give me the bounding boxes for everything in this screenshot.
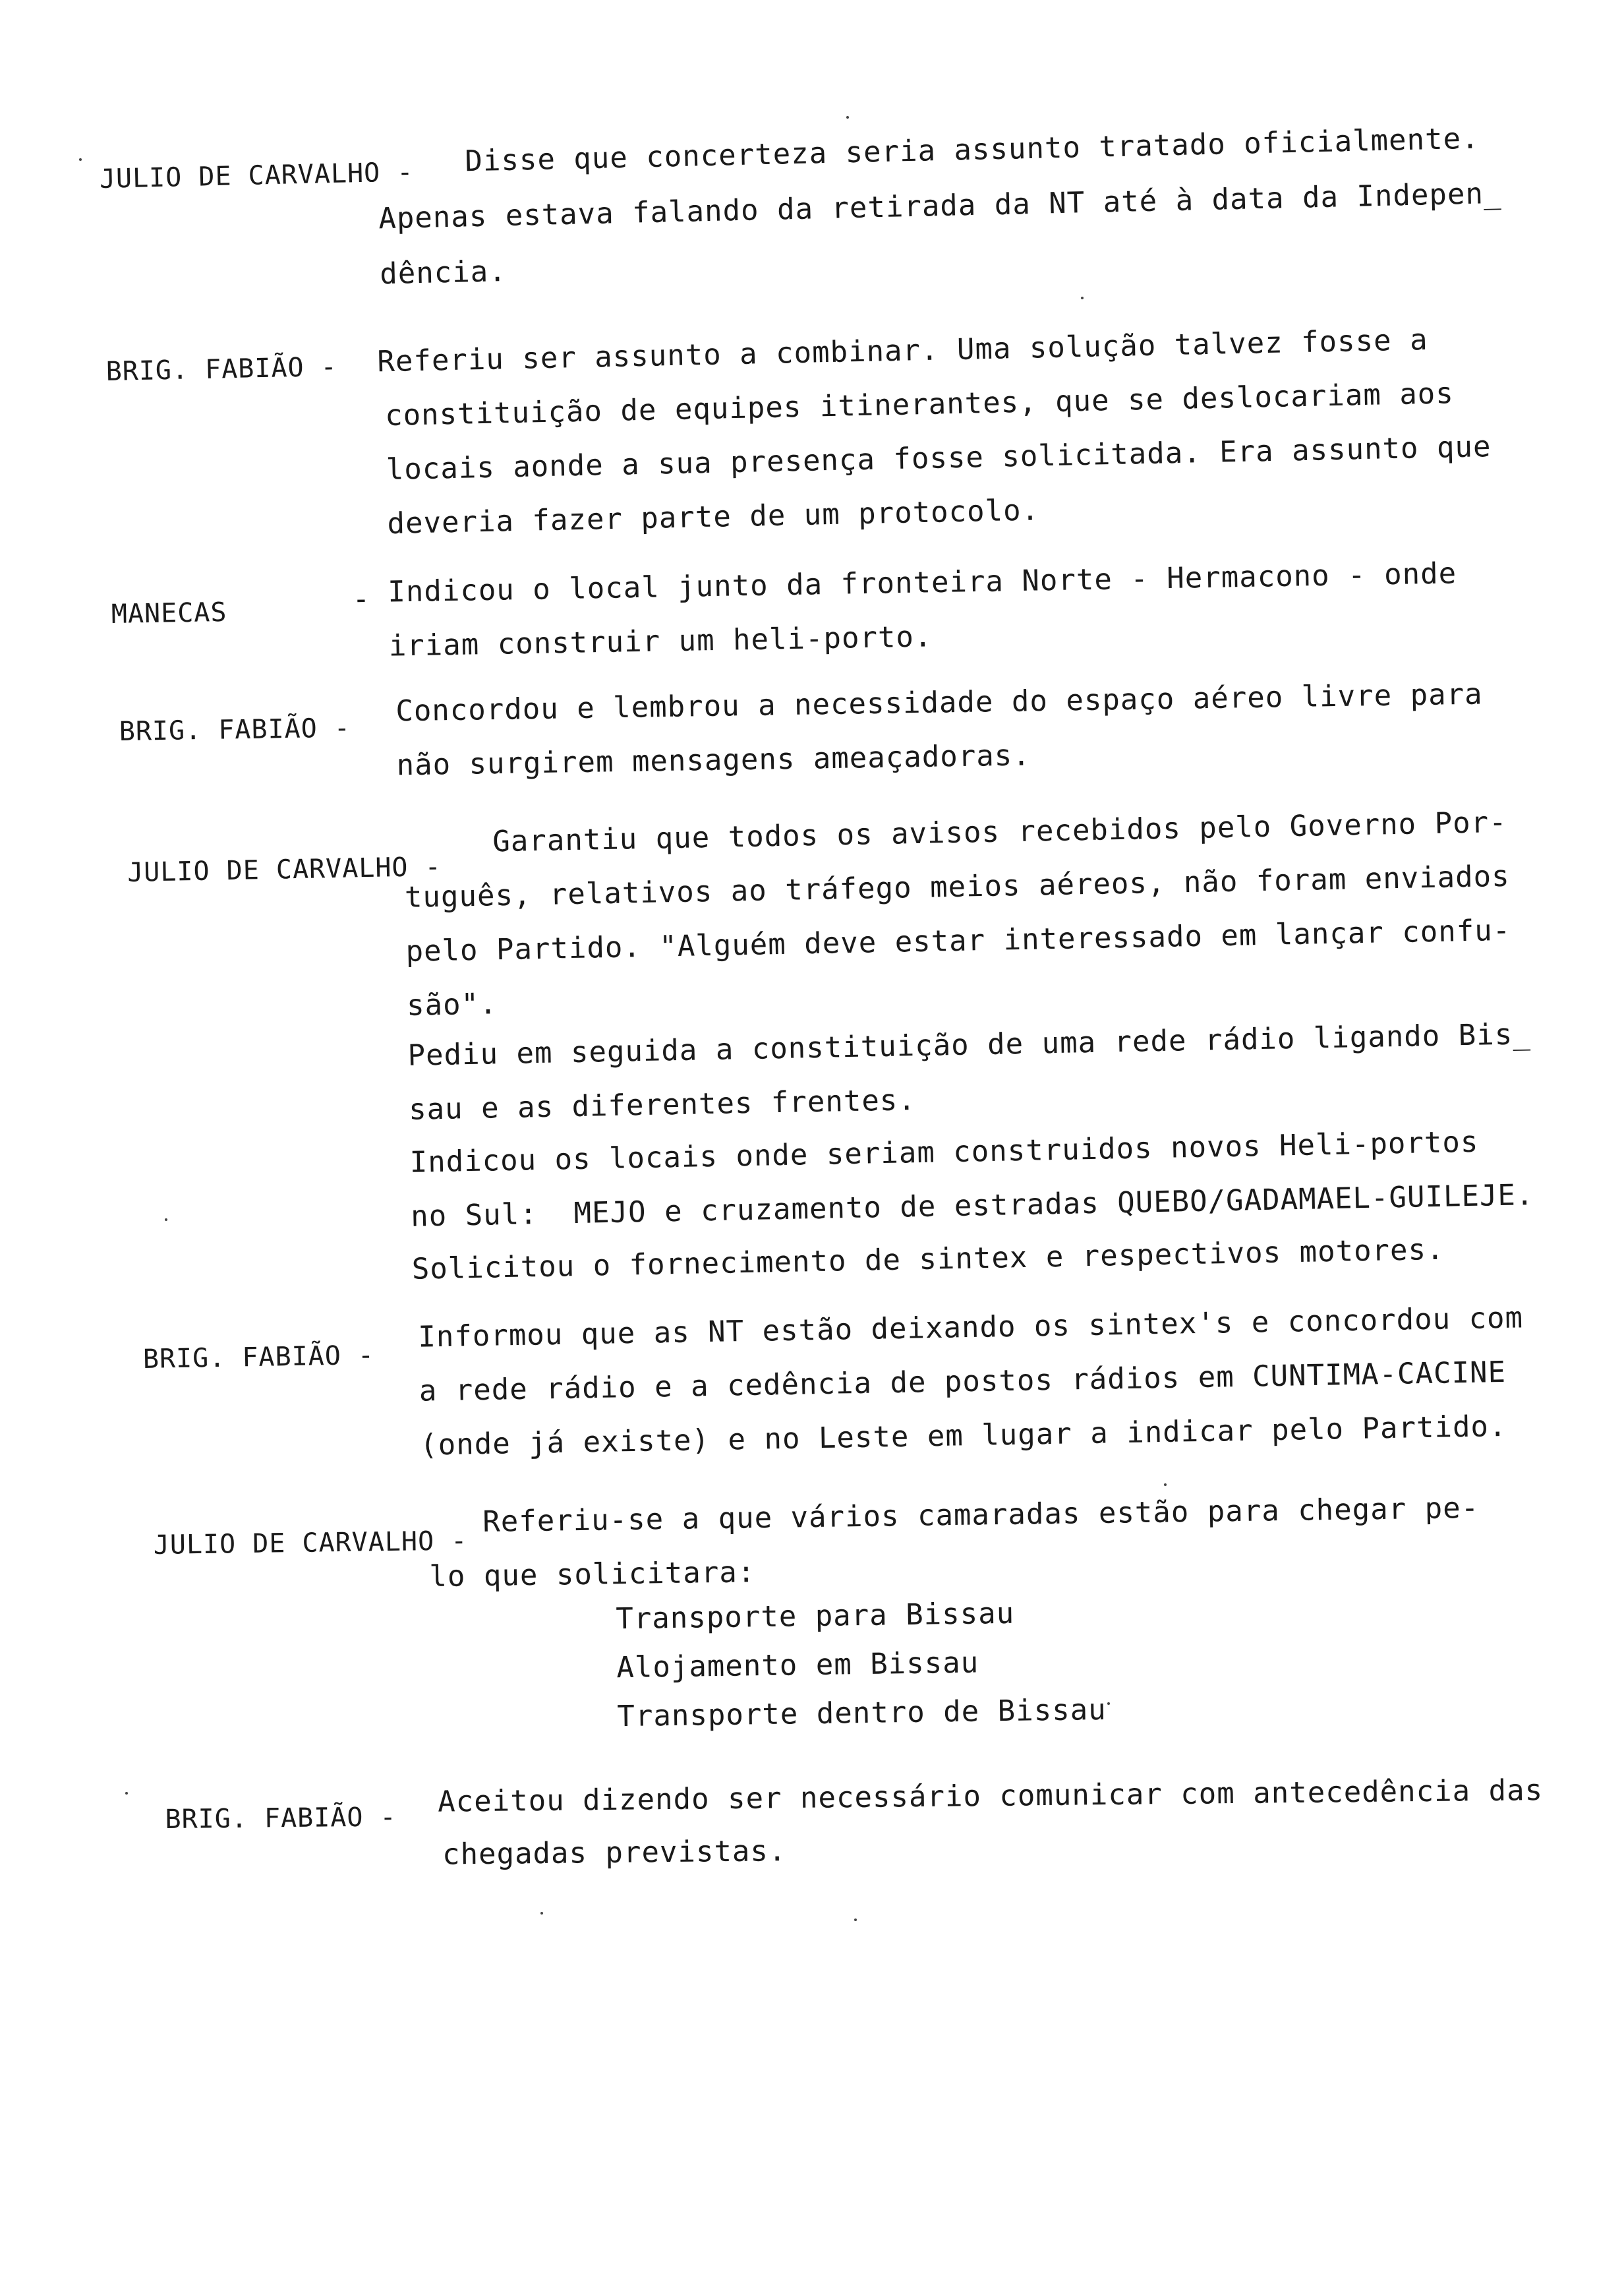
list-item: Transporte dentro de Bissau xyxy=(617,1692,1107,1734)
scan-speck xyxy=(79,158,82,161)
scan-speck xyxy=(1164,1483,1167,1486)
statement-line: chegadas previstas. xyxy=(442,1834,787,1872)
statement-line: dência. xyxy=(379,254,508,291)
statement-line: Referiu-se a que vários camaradas estão para chegar pe- xyxy=(482,1491,1480,1539)
scan-speck xyxy=(125,1792,128,1795)
statement-line: a rede rádio e a cedência de postos rádios em CUNTIMA-CACINE xyxy=(419,1355,1507,1408)
statement-line: são". xyxy=(406,987,498,1023)
speaker-name: BRIG. FABIÃO - xyxy=(119,713,351,747)
speaker-name: JULIO DE CARVALHO - xyxy=(127,851,442,888)
statement-line: Solicitou o fornecimento de sintex e respectivos motores. xyxy=(411,1232,1445,1286)
scan-speck xyxy=(1107,1702,1110,1705)
statement-line: Pediu em seguida a constituição de uma rede rádio ligando Bis_ xyxy=(407,1017,1532,1073)
speaker-name: BRIG. FABIÃO - xyxy=(105,351,338,387)
statement-line: locais aonde a sua presença fosse solicitada. Era assunto que xyxy=(386,430,1492,487)
statement-line: Informou que as NT estão deixando os sintex's e concordou com xyxy=(417,1301,1524,1354)
statement-line: pelo Partido. "Alguém deve estar interessado em lançar confu- xyxy=(405,913,1511,968)
statement-line: Garantiu que todos os avisos recebidos pelo Governo Por- xyxy=(492,805,1508,859)
scan-speck xyxy=(165,1218,167,1221)
statement-line: Apenas estava falando da retirada da NT até à data da Indepen_ xyxy=(378,176,1502,236)
list-item: Transporte para Bissau xyxy=(616,1596,1015,1636)
statement-line: deveria fazer parte de um protocolo. xyxy=(387,493,1040,541)
speaker-name: BRIG. FABIÃO - xyxy=(165,1802,397,1835)
statement-line: no Sul: MEJO e cruzamento de estradas QUEBO/GADAMAEL-GUILEJE. xyxy=(410,1178,1534,1234)
speaker-name: BRIG. FABIÃO - xyxy=(142,1340,375,1375)
statement-line: sau e as diferentes frentes. xyxy=(408,1083,917,1127)
statement-line: lo que solicitara: xyxy=(429,1555,756,1594)
statement-line: Referiu ser assunto a combinar. Uma solução talvez fosse a xyxy=(376,322,1429,379)
list-item: Alojamento em Bissau xyxy=(616,1646,979,1685)
statement-line: (onde já existe) e no Leste em lugar a indicar pelo Partido. xyxy=(419,1409,1507,1462)
statement-line: Aceitou dizendo ser necessário comunicar com antecedência das xyxy=(437,1773,1544,1819)
speaker-name: JULIO DE CARVALHO - xyxy=(153,1526,468,1561)
scan-speck xyxy=(540,1912,543,1915)
statement-line: Concordou e lembrou a necessidade do espaço aéreo livre para xyxy=(395,677,1483,728)
speaker-dash: - xyxy=(352,582,370,616)
statement-line: iriam construir um heli-porto. xyxy=(388,620,933,663)
statement-line: constituição de equipes itinerantes, que se deslocariam aos xyxy=(384,376,1455,433)
scan-speck xyxy=(846,116,849,119)
speaker-name: JULIO DE CARVALHO - xyxy=(99,157,414,194)
statement-line: Indicou o local junto da fronteira Norte - Hermacono - onde xyxy=(387,556,1457,609)
scan-speck xyxy=(854,1918,857,1921)
speaker-name: MANECAS xyxy=(111,597,227,630)
statement-line: Indicou os locais onde seriam construidos novos Heli-portos xyxy=(409,1125,1479,1179)
statement-line: tuguês, relativos ao tráfego meios aéreos, não foram enviados xyxy=(404,859,1511,914)
statement-line: Disse que concerteza seria assunto tratado oficialmente. xyxy=(464,121,1480,179)
scan-speck xyxy=(1081,297,1084,299)
statement-line: não surgirem mensagens ameaçadoras. xyxy=(396,738,1031,783)
